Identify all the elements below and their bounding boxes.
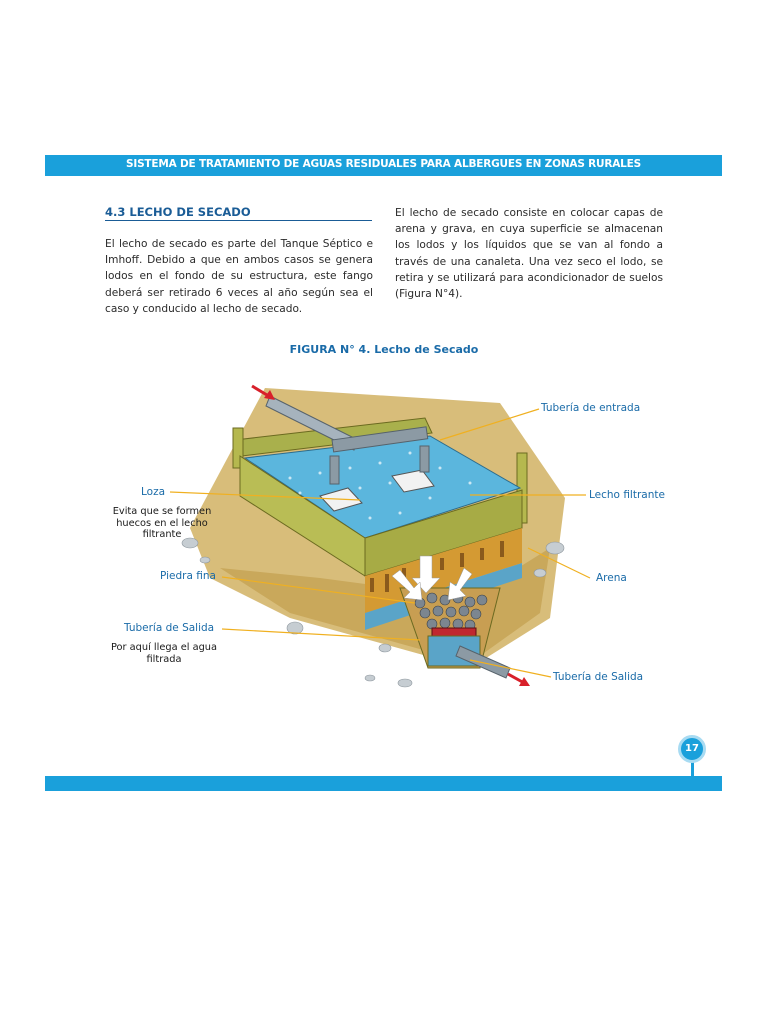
label-tuberia-salida-left: Tubería de Salida: [124, 622, 215, 634]
section-divider: [105, 220, 372, 221]
header-title: SISTEMA DE TRATAMIENTO DE AGUAS RESIDUALES PARA ALBERGUES EN ZONAS RURALES: [126, 158, 641, 170]
header-bar: [45, 155, 722, 176]
paragraph-right: El lecho de secado consiste en colocar capas de arena y grava, en cuya superficie se almacenan los lodos y los líquidos que se van al fondo a través de una canaleta. Una vez seco el lodo, se retira y se utilizará para acondicionador de suelos (Figura N°4).: [395, 207, 663, 301]
inlet-drop-left: [330, 456, 339, 484]
label-arena: Arena: [596, 572, 627, 584]
label-loza-note: Evita que se formen huecos en el lecho filtrante: [112, 506, 212, 540]
drying-bed-illustration: [170, 378, 580, 718]
label-tuberia-entrada: Tubería de entrada: [541, 402, 641, 414]
label-tuberia-salida-note: Por aquí llega el agua filtrada: [110, 642, 218, 665]
figure-title: [0, 343, 768, 356]
paragraph-left: El lecho de secado es parte del Tanque Séptico e Imhoff. Debido a que en ambos casos se genera lodos en el fondo de su estructura, este fango deberá ser retirado 6 veces al año según sea el caso y conducido al lecho de secado.: [105, 238, 373, 315]
label-loza: Loza: [141, 486, 166, 498]
figure-number: FIGURA N° 4.: [289, 343, 371, 356]
label-piedra-fina: Piedra fina: [160, 570, 216, 582]
label-lecho-filtrante: Lecho filtrante: [589, 489, 665, 501]
outlet-pipe-band: [432, 628, 476, 636]
section-title: 4.3 LECHO DE SECADO: [105, 205, 251, 219]
figure-subtitle: Lecho de Secado: [374, 343, 479, 356]
footer-bar: [45, 776, 722, 791]
page-number: 17: [678, 735, 706, 763]
inlet-drop-right: [420, 446, 429, 472]
label-tuberia-salida-right: Tubería de Salida: [553, 671, 644, 683]
